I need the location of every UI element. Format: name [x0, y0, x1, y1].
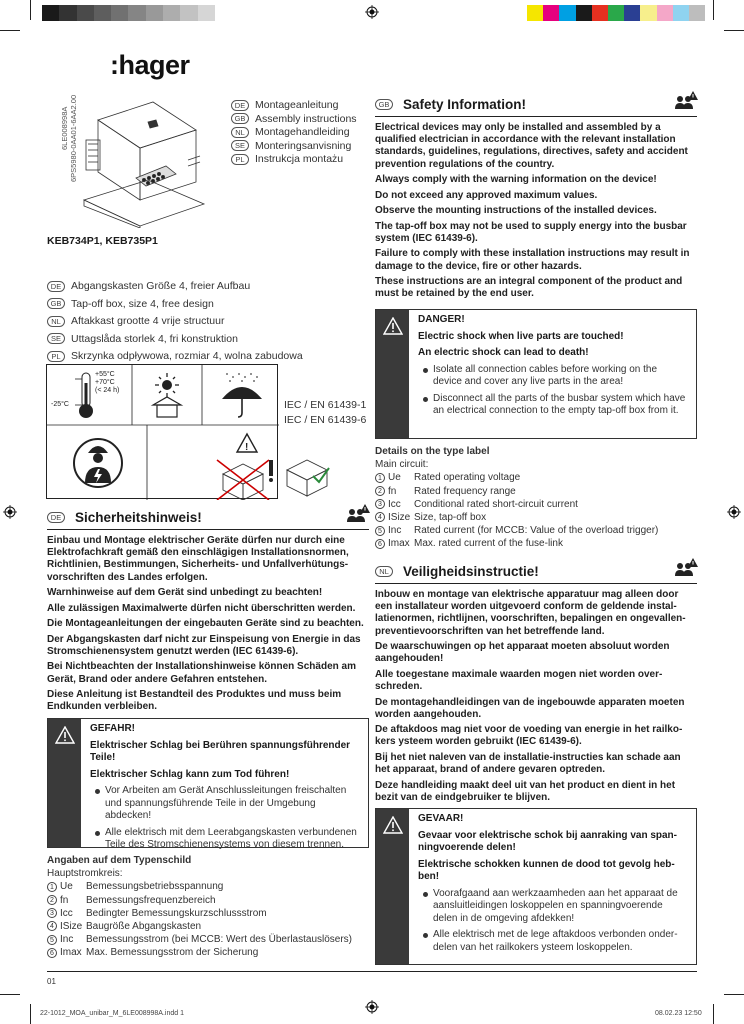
- description-label: Abgangskasten Größe 4, freier Aufbau: [71, 280, 251, 292]
- de-section-title: Sicherheitshinweis!: [75, 510, 202, 525]
- spec-row: [47, 920, 369, 933]
- nl-paragraph: De aftakdoos mag niet voor de voeding van energie in het railko-kers ysteem worden gebruikt (IEC 61439-6).: [375, 724, 683, 748]
- spec-row: [375, 485, 697, 498]
- registration-mark-bottom: [365, 1000, 379, 1014]
- safety-people-icon: [674, 90, 698, 110]
- de-paragraph: Der Abgangskasten darf nicht zur Einspeisung von Energie in das Stromschienensystem genutzt werden (IEC 61439-6).: [47, 633, 361, 657]
- gb-paragraph: Failure to comply with these installation instructions may result in damage to the device, fire or other hazards.: [375, 248, 690, 272]
- spec-number: 2: [47, 895, 57, 905]
- safety-people-icon: [674, 557, 698, 577]
- product-illustration: [78, 100, 208, 228]
- language-badge: GB: [375, 99, 393, 110]
- spec-symbol: Inc: [388, 525, 402, 537]
- language-list: [231, 99, 357, 167]
- type-label-heading: Details on the type label: [375, 446, 490, 457]
- danger-title: GEVAAR!: [418, 813, 464, 824]
- crop-mark: [713, 0, 714, 20]
- gb-paragraph: Observe the mounting instructions of the installed devices.: [375, 205, 657, 217]
- danger-side: [376, 310, 409, 438]
- spec-symbol: Icc: [60, 907, 73, 919]
- spec-symbol: ISize: [388, 512, 411, 524]
- spec-symbol: Inc: [60, 934, 74, 946]
- spec-number: 6: [47, 948, 57, 958]
- spec-row: [375, 524, 697, 537]
- spec-symbol: Imax: [60, 947, 82, 959]
- de-danger-box: [47, 718, 369, 848]
- spec-symbol: Ue: [388, 472, 401, 484]
- spec-symbol: fn: [388, 485, 397, 497]
- nl-paragraph: De montagehandleidingen van de ingebouwde apparaten moeten worden aangehouden.: [375, 696, 685, 720]
- language-badge: NL: [47, 316, 65, 327]
- warning-disposal-illustration: [213, 430, 333, 500]
- language-label: Assembly instructions: [255, 112, 357, 125]
- spec-text: Bemessungsfrequenzbereich: [86, 894, 216, 906]
- gb-paragraph: The tap-off box may not be used to supply energy into the busbar system (IEC 61439-6).: [375, 220, 687, 244]
- keep-dry-umbrella-icon: [217, 371, 267, 421]
- language-label: Instrukcja montażu: [255, 153, 344, 165]
- gb-section-header: [375, 97, 526, 112]
- spec-row: [47, 907, 369, 920]
- crop-mark: [0, 30, 20, 31]
- language-badge: SE: [47, 333, 65, 344]
- registration-mark-right: [727, 505, 741, 519]
- spec-text: Bedingter Bemessungskurzschlussstrom: [86, 907, 267, 919]
- description-list: [47, 278, 303, 366]
- description-label: Aftakkast grootte 4 vrije structuur: [71, 315, 225, 327]
- nl-danger-box: [375, 808, 697, 965]
- gb-danger-box: [375, 309, 697, 439]
- spec-text: Rated frequency range: [414, 485, 516, 497]
- language-badge: GB: [231, 113, 249, 124]
- language-badge: SE: [231, 140, 249, 151]
- danger-title: DANGER!: [418, 314, 465, 325]
- description-item: [47, 296, 303, 314]
- de-paragraph: Einbau und Montage elektrischer Geräte dürfen nur durch eine Elektrofachkraft gemäß den einschlägigen Installationsnormen, Richtlinien, Bestimmungen, Sicherheits- und Unfallverhütungs-vorschriften des Landes erfolgen.: [47, 535, 349, 583]
- doc-code: 6PS5980-0AA01-6AA2.00: [69, 94, 78, 182]
- gb-paragraph: These instructions are an integral component of the product and must be retained by the end user.: [375, 276, 683, 300]
- main-circuit-label: Main circuit:: [375, 459, 429, 471]
- language-badge: PL: [47, 351, 65, 362]
- danger-bullet: Isolate all connection cables before working on the device and cover any live parts in the area!: [421, 364, 688, 389]
- spec-row: [375, 511, 697, 524]
- safety-people-icon: [346, 503, 370, 523]
- spec-text: Rated operating voltage: [414, 472, 521, 484]
- spec-number: 5: [375, 526, 385, 536]
- danger-line: Elektrischer Schlag kann zum Tod führen!: [90, 768, 290, 780]
- crop-mark: [713, 1004, 714, 1024]
- danger-line: Electric shock when live parts are touched!: [418, 330, 624, 342]
- spec-number: 2: [375, 486, 385, 496]
- de-paragraph: Alle zulässigen Maximalwerte dürfen nicht überschritten werden.: [47, 602, 356, 614]
- nl-section-title: Veiligheidsinstructie!: [403, 564, 539, 579]
- language-label: Monteringsanvisning: [255, 139, 352, 152]
- section-rule: [47, 529, 369, 530]
- language-badge: NL: [231, 127, 249, 138]
- spec-number: 1: [375, 473, 385, 483]
- spec-symbol: fn: [60, 894, 69, 906]
- spec-text: Rated current (for MCCB: Value of the overload trigger): [414, 525, 659, 537]
- spec-symbol: ISize: [60, 921, 83, 933]
- description-item: [47, 331, 303, 349]
- registration-mark-left: [3, 505, 17, 519]
- de-paragraph: Warnhinweise auf dem Gerät sind unbedingt zu beachten!: [47, 587, 323, 599]
- spec-text: Max. rated current of the fuse-link: [414, 538, 563, 550]
- nl-paragraph: Bij het niet naleven van de installatie-instructies kan schade aan het apparaat, brand of andere gevaren optreden.: [375, 751, 681, 776]
- model-numbers: KEB734P1, KEB735P1: [47, 235, 158, 247]
- danger-body: [81, 719, 368, 850]
- description-item: [47, 348, 303, 366]
- standard-iec-1: IEC / EN 61439-1: [284, 399, 367, 411]
- spec-text: Bemessungsstrom (bei MCCB: Wert des Überlastauslösers): [86, 934, 353, 946]
- spec-text: Bemessungsbetriebsspannung: [86, 881, 224, 893]
- crop-mark: [724, 994, 744, 995]
- nl-paragraph: Alle toegestane maximale waarden mogen niet worden over-schreden.: [375, 668, 663, 693]
- language-badge: NL: [375, 566, 393, 577]
- gb-type-label: [375, 445, 697, 551]
- crop-mark: [724, 30, 744, 31]
- gb-safety-text: [375, 122, 697, 304]
- danger-body: [409, 310, 696, 438]
- no-sunlight-icon: [147, 373, 187, 419]
- spec-symbol: Imax: [388, 538, 410, 550]
- warning-triangle-icon: [383, 317, 403, 335]
- spec-row: [375, 498, 697, 511]
- danger-bullet: Alle elektrisch met de lege aftakdoos verbonden onder-delen van het railkokers ysteem loskoppelen.: [421, 929, 688, 954]
- language-label: Montageanleitung: [255, 99, 339, 111]
- temp-range: [95, 371, 119, 395]
- description-label: Uttagslåda storlek 4, fri konstruktion: [71, 332, 238, 345]
- language-item: [231, 113, 357, 127]
- gb-paragraph: Electrical devices may only be installed and assembled by a qualified electrician in accordance with the relevant installation standards, guidelines, regulations, directives, safety and accident prevention regulations of the country.: [375, 122, 688, 170]
- language-badge: PL: [231, 154, 249, 165]
- footer-rule: [47, 971, 697, 972]
- brand-logo: :hager: [110, 50, 190, 80]
- danger-side: [376, 809, 409, 964]
- spec-number: 5: [47, 935, 57, 945]
- danger-bullet: Vor Arbeiten am Gerät Anschlussleitungen freischalten und spannungsführende Teile in der Umgebung abdecken!: [93, 785, 360, 823]
- grayscale-strip: [42, 5, 215, 21]
- spec-symbol: Ue: [60, 881, 73, 893]
- de-safety-text: [47, 535, 369, 717]
- spec-number: 3: [47, 908, 57, 918]
- danger-line: An electric shock can lead to death!: [418, 347, 589, 358]
- spec-text: Max. Bemessungsstrom der Sicherung: [86, 947, 259, 959]
- nl-paragraph: De waarschuwingen op het apparaat moeten absoluut worden aangehouden!: [375, 641, 670, 665]
- svg-text:!: !: [245, 442, 249, 453]
- color-strip: [527, 5, 705, 21]
- language-item: [231, 126, 357, 140]
- spec-row: [47, 946, 369, 959]
- standard-iec-6: IEC / EN 61439-6: [284, 413, 367, 426]
- spec-symbol: Icc: [388, 498, 401, 510]
- warning-triangle-icon: [383, 816, 403, 834]
- nl-paragraph: Deze handleiding maakt deel uit van het product en dient in het bezit van de eindgebruiker te blijven.: [375, 779, 676, 803]
- spec-number: 4: [375, 512, 385, 522]
- de-paragraph: Diese Anleitung ist Bestandteil des Produktes und muss beim Endkunden verbleiben.: [47, 689, 342, 713]
- de-paragraph: Bei Nichtbeachten der Installationshinweise können Schäden am Gerät, Brand oder andere Gefahren entstehen.: [47, 661, 356, 685]
- footer-date: 08.02.23 12:50: [655, 1010, 702, 1017]
- danger-bullet: Disconnect all the parts of the busbar system which have an electrical connection to the empty tap-off box from it.: [421, 393, 688, 418]
- language-label: Montagehandleiding: [255, 126, 350, 138]
- page-number: 01: [47, 977, 56, 986]
- language-item: [231, 140, 357, 154]
- crop-mark: [0, 994, 20, 995]
- danger-side: [48, 719, 81, 847]
- language-badge: DE: [47, 281, 65, 292]
- section-rule: [375, 116, 697, 117]
- qualified-electrician-icon: [73, 431, 123, 495]
- language-item: [231, 99, 357, 113]
- spec-text: Size, tap-off box: [414, 512, 487, 524]
- language-badge: DE: [47, 512, 65, 523]
- spec-text: Baugröße Abgangskasten: [86, 921, 202, 933]
- description-label: Tap-off box, size 4, free design: [71, 297, 214, 310]
- footer-file: 22-1012_MOA_unibar_M_6LE008998A.indd 1: [40, 1010, 184, 1017]
- spec-row: [375, 471, 697, 484]
- gb-section-title: Safety Information!: [403, 97, 527, 112]
- spec-row: [47, 894, 369, 907]
- spec-row: [47, 933, 369, 946]
- description-item: [47, 313, 303, 331]
- temp-max-short: +70°C: [95, 379, 115, 386]
- gb-paragraph: Do not exceed any approved maximum values.: [375, 189, 598, 201]
- spec-number: 1: [47, 882, 57, 892]
- spec-text: Conditional rated short-circuit current: [414, 498, 578, 510]
- danger-bullet: Voorafgaand aan werkzaamheden aan het apparaat de aansluitleidingen loskoppelen en spanningvoerende delen in de omgeving afdekken!: [421, 888, 688, 926]
- spec-number: 6: [375, 539, 385, 549]
- danger-line: Elektrische schokken kunnen de dood tot gevolg heb-ben!: [418, 858, 675, 882]
- spec-number: 3: [375, 499, 385, 509]
- crop-mark: [30, 1004, 31, 1024]
- section-rule: [375, 583, 697, 584]
- registration-mark-top: [365, 5, 379, 19]
- spec-row: [375, 537, 697, 550]
- main-circuit-label: Hauptstromkreis:: [47, 868, 123, 880]
- type-label-heading: Angaben auf dem Typenschild: [47, 855, 192, 866]
- language-badge: DE: [231, 100, 249, 111]
- spec-number: 4: [47, 921, 57, 931]
- thermometer-icon: [75, 371, 97, 421]
- crop-mark: [30, 0, 31, 20]
- nl-section-header: [375, 564, 539, 579]
- gb-paragraph: Always comply with the warning information on the device!: [375, 174, 657, 186]
- doc-code: 6LE008998A: [60, 106, 69, 150]
- de-section-header: [47, 510, 202, 525]
- spec-row: [47, 880, 369, 893]
- temp-duration: (< 24 h): [95, 387, 120, 394]
- nl-paragraph: Inbouw en montage van elektrische apparatuur mag alleen door een installateur worden uitgevoerd conform de geldende instal-latienormen, richtlijnen, voorschriften, bepalingen en ongevallen-preventievoorschriften van het betreffende land.: [375, 589, 686, 637]
- description-item: [47, 278, 303, 296]
- language-badge: GB: [47, 298, 65, 309]
- danger-body: [409, 809, 696, 964]
- language-item: [231, 153, 357, 167]
- nl-safety-text: [375, 589, 697, 807]
- danger-line: Gevaar voor elektrische schok bij aanraking van span-ningvoerende delen!: [418, 829, 677, 853]
- danger-title: GEFAHR!: [90, 723, 135, 734]
- temp-min: -25°C: [51, 401, 69, 408]
- de-paragraph: Die Montageanleitungen der eingebauten Geräte sind zu beachten.: [47, 618, 364, 630]
- danger-line: Elektrischer Schlag bei Berühren spannungsführender Teile!: [90, 739, 351, 763]
- description-label: Skrzynka odpływowa, rozmiar 4, wolna zabudowa: [71, 350, 303, 362]
- danger-bullet: Alle elektrisch mit dem Leerabgangskasten verbundenen Teile des Stromschienensystems von diesem trennen.: [93, 827, 360, 852]
- de-type-label: [47, 854, 369, 960]
- warning-triangle-icon: [55, 726, 75, 744]
- standards: [284, 398, 366, 427]
- temp-max: +55°C: [95, 371, 115, 378]
